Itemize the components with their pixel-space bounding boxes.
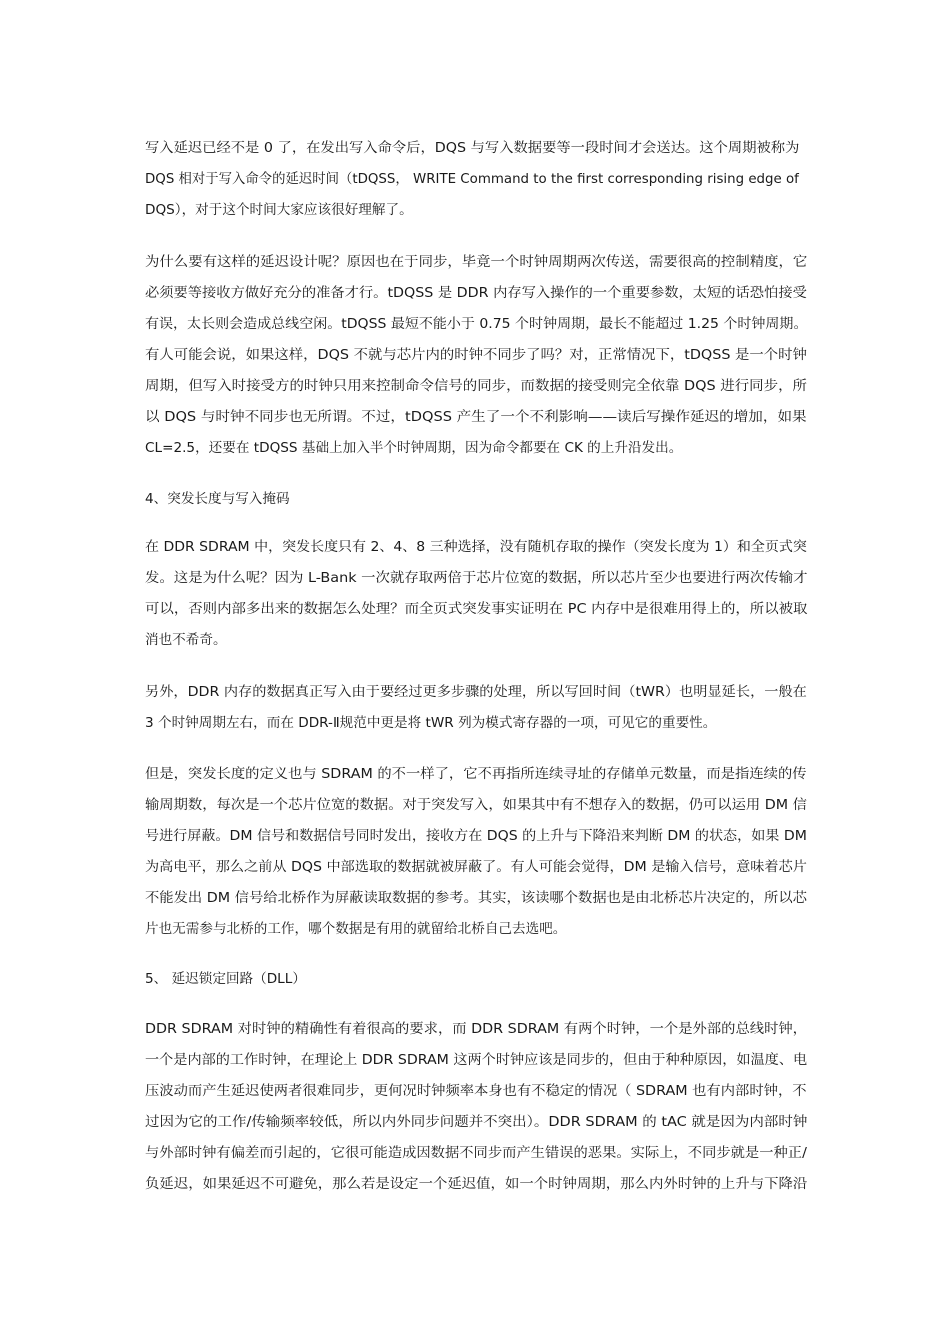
text-line: 3 个时钟周期左右，而在 DDR-Ⅱ规范中更是将 tWR 列为模式寄存器的一项，可见它的重要性。 <box>145 715 717 731</box>
text-line: 负延迟，如果延迟不可避免，那么若是设定一个延迟值，如一个时钟周期，那么内外时钟的上升与下降沿 <box>145 1176 808 1192</box>
text-line: 与外部时钟有偏差而引起的，它很可能造成因数据不同步而产生错误的恶果。实际上，不同步就是一种正/ <box>145 1145 807 1161</box>
text-line: 在 DDR SDRAM 中，突发长度只有 2、4、8 三种选择，没有随机存取的操作（突发长度为 1）和全页式突 <box>145 539 807 555</box>
text-line: 号进行屏蔽。DM 信号和数据信号同时发出，接收方在 DQS 的上升与下降沿来判断 DM 的状态，如果 DM <box>145 828 807 844</box>
text-line: DDR SDRAM 对时钟的精确性有着很高的要求，而 DDR SDRAM 有两个时钟，一个是外部的总线时钟， <box>145 1021 807 1037</box>
text-line: CL=2.5，还要在 tDQSS 基础上加入半个时钟周期，因为命令都要在 CK 的上升沿发出。 <box>145 440 683 456</box>
text-line: DQS 相对于写入命令的延迟时间（tDQSS， WRITE Command to the first corresponding rising edge of <box>145 171 799 187</box>
text-line: 另外，DDR 内存的数据真正写入由于要经过更多步骤的处理，所以写回时间（tWR）也明显延长，一般在 <box>145 684 807 700</box>
text-line: DQS），对于这个时间大家应该很好理解了。 <box>145 202 413 218</box>
text-line: 周期，但写入时接受方的时钟只用来控制命令信号的同步，而数据的接受则完全依靠 DQS 进行同步，所 <box>145 378 807 394</box>
text-line: 必须要等接收方做好充分的准备才行。tDQSS 是 DDR 内存写入操作的一个重要参数，太短的话恐怕接受 <box>145 285 807 301</box>
text-line: 有误，太长则会造成总线空闲。tDQSS 最短不能小于 0.75 个时钟周期，最长不能超过 1.25 个时钟周期。 <box>145 316 808 332</box>
text-line: 片也无需参与北桥的工作，哪个数据是有用的就留给北桥自己去选吧。 <box>145 921 567 937</box>
text-line: 写入延迟已经不是 0 了，在发出写入命令后，DQS 与写入数据要等一段时间才会送达。这个周期被称为 <box>145 140 800 156</box>
text-line: 以 DQS 与时钟不同步也无所谓。不过，tDQSS 产生了一个不利影响——读后写操作延迟的增加，如果 <box>145 409 807 425</box>
text-line: 过因为它的工作/传输频率较低，所以内外同步问题并不突出）。DDR SDRAM 的 tAC 就是因为内部时钟 <box>145 1114 808 1130</box>
text-line: 不能发出 DM 信号给北桥作为屏蔽读取数据的参考。其实，该读哪个数据也是由北桥芯片决定的，所以芯 <box>145 890 807 906</box>
text-line: 4、突发长度与写入掩码 <box>145 491 290 507</box>
text-line: 为高电平，那么之前从 DQS 中部选取的数据就被屏蔽了。有人可能会觉得，DM 是输入信号，意味着芯片 <box>145 859 807 875</box>
text-line: 可以，否则内部多出来的数据怎么处理？而全页式突发事实证明在 PC 内存中是很难用得上的，所以被取 <box>145 601 808 617</box>
text-line: 但是，突发长度的定义也与 SDRAM 的不一样了，它不再指所连续寻址的存储单元数量，而是指连续的传 <box>145 766 807 782</box>
text-line: 发。这是为什么呢？因为 L-Bank 一次就存取两倍于芯片位宽的数据，所以芯片至少也要进行两次传输才 <box>145 570 808 586</box>
text-line: 有人可能会说，如果这样，DQS 不就与芯片内的时钟不同步了吗？对，正常情况下，tDQSS 是一个时钟 <box>145 347 807 363</box>
text-line: 为什么要有这样的延迟设计呢？原因也在于同步，毕竟一个时钟周期两次传送，需要很高的控制精度，它 <box>145 254 808 270</box>
text-line: 输周期数，每次是一个芯片位宽的数据。对于突发写入，如果其中有不想存入的数据，仍可以运用 DM 信 <box>145 797 807 813</box>
text-line: 5、 延迟锁定回路（DLL） <box>145 971 306 987</box>
text-line: 压波动而产生延迟使两者很难同步，更何况时钟频率本身也有不稳定的情况（ SDRAM 也有内部时钟，不 <box>145 1083 807 1099</box>
text-line: 消也不希奇。 <box>145 632 227 648</box>
text-line: 一个是内部的工作时钟，在理论上 DDR SDRAM 这两个时钟应该是同步的，但由于种种原因，如温度、电 <box>145 1052 808 1068</box>
